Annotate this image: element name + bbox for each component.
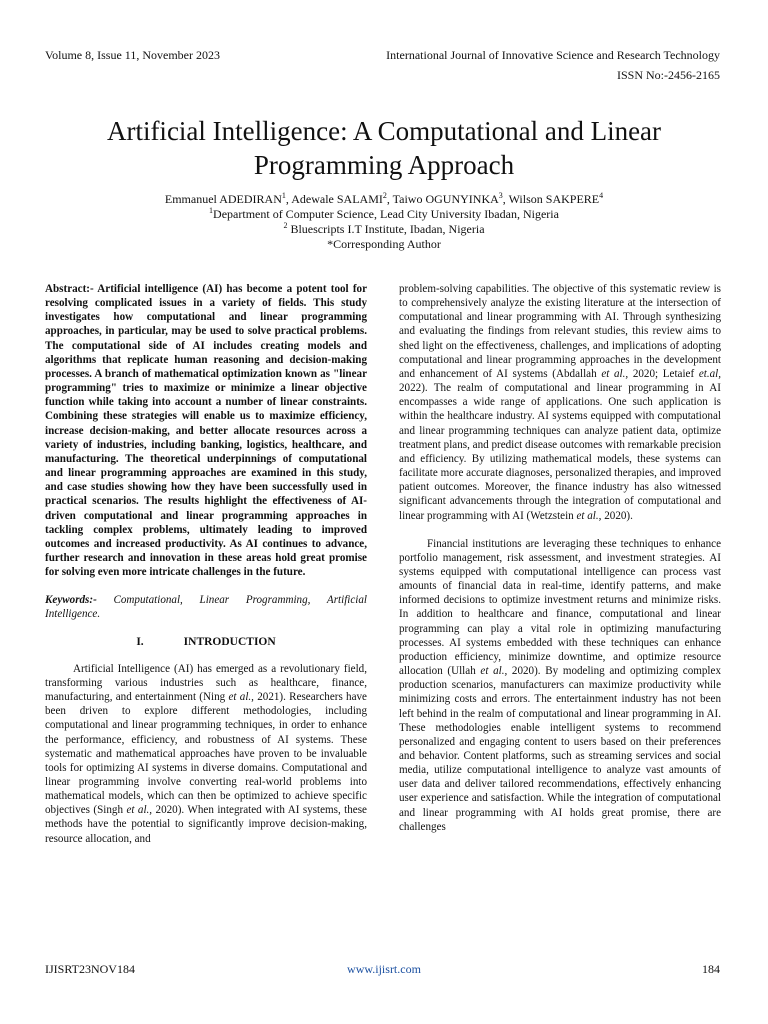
- header-journal: International Journal of Innovative Science and Research Technology: [386, 48, 720, 62]
- right-column: [399, 282, 721, 834]
- author-1-sup: 1: [281, 191, 286, 200]
- left-column: [45, 282, 367, 846]
- right2-citation-1: et al.,: [480, 665, 508, 678]
- author-1: Emmanuel ADEDIRAN: [164, 192, 282, 206]
- paper-title: Artificial Intelligence: A Computational and Linear Programming Approach: [106, 116, 662, 181]
- intro-citation-1: et al.,: [228, 691, 254, 704]
- right-text-3: 2022). The realm of computational and linear programming in AI encompasses a wide range of applications. One such application is within the healthcare industry. AI systems equipped with computational and linear programming techniques can analyze patient data, optimize treatment plans, and predict disease outcomes with remarkable precision and efficiency. By utilizing mathematical models, these systems can facilitate more accurate diagnoses, personalized therapies, and improved patient outcomes. Moreover, the finance industry has also witnessed significant advancements through the integration of computational and linear programming with AI (Wetzstein: [399, 382, 721, 522]
- affiliation-2-text: Bluescripts I.T Institute, Ibadan, Nigeria: [287, 222, 485, 236]
- right-text-2: 2020; Letaief: [628, 367, 699, 380]
- author-3-sup: 3: [498, 191, 503, 200]
- right-citation-3: et al.,: [576, 509, 602, 522]
- abstract: Abstract:- Artificial intelligence (AI) has become a potent tool for resolving complicated issues in a variety of fields. This study investigates how computational and linear programming approaches, in particular, may be used to solve practical problems. The computational side of AI includes creating models and algorithms that replicate human reasoning and decision-making processes. A branch of mathematical optimization known as "linear programming" tries to maximize or minimize a linear objective function while taking into account a number of linear constraints. Combining these strategies will enable us to maximize efficiency, increase decision-making, and better allocate resources across a variety of industries, including banking, logistics, healthcare, and manufacturing. The theoretical underpinnings of computational and linear programming approaches are examined in this study, and case studies showing how they have been successfully used in practical scenarios. The results highlight the effectiveness of AI-driven computational and linear programming approaches in tackling complex problems, ultimately leading to improved outcomes and increased productivity. As AI continues to advance, further research and innovation in these areas hold great promise for solving even more intricate challenges in the future.: [45, 283, 367, 579]
- footer-url-link[interactable]: www.ijisrt.com: [347, 962, 421, 976]
- intro-paragraph-3: [399, 537, 721, 834]
- right-text-1: problem-solving capabilities. The objective of this systematic review is to comprehensively analyze the existing literature at the intersection of computational and linear programming with AI. Through synthesizing and evaluating the findings from relevant studies, this review aims to shed light on the effectiveness, challenges, and implications of adopting computational and linear programming approaches in the development and enhancement of AI systems (Abdallah: [399, 283, 721, 380]
- affiliation-1-text: Department of Computer Science, Lead City University Ibadan, Nigeria: [213, 207, 559, 221]
- intro-text-2: 2021). Researchers have been driven to explore different methodologies, including computational and linear programming techniques, in order to enhance the performance, efficiency, and robustness of AI systems. These systematic and mathematical approaches have proven to be invaluable tools for optimizing AI systems in diverse domains. Computational and linear programming involve converting real-world problems into mathematical models, which can then be optimized to achieve specific objectives (Singh: [45, 691, 367, 817]
- affiliation-1: [40, 207, 728, 222]
- section-number: I.: [136, 635, 144, 648]
- right2-text-1: Financial institutions are leveraging these techniques to enhance portfolio management, risk assessment, and investment strategies. AI systems equipped with computational intelligence can process vast amounts of financial data in real-time, identify patterns, and make informed decisions to optimize investment returns and minimize risks. In addition to healthcare and finance, computational and linear programming can play a vital role in optimizing manufacturing processes. AI systems embedded with these techniques can enhance production efficiency, minimize downtime, and optimize resource allocation (Ullah: [399, 537, 721, 678]
- intro-paragraph-2: [399, 282, 721, 523]
- author-2-sup: 2: [382, 191, 387, 200]
- keywords-text: Computational, Linear Programming, Artificial Intelligence.: [45, 594, 367, 621]
- intro-citation-2: et al.,: [126, 804, 153, 817]
- intro-text-3: 2020). When integrated with AI systems, these methods have the potential to significantly improve decision-making, resource allocation, and: [45, 804, 367, 845]
- author-2: , Adewale SALAMI: [285, 192, 383, 206]
- affiliation-2: [40, 222, 728, 237]
- keywords: [45, 593, 367, 621]
- author-4: , Wilson SAKPERE: [502, 192, 600, 206]
- intro-text-1: Artificial Intelligence (AI) has emerged as a revolutionary field, transforming various industries such as healthcare, finance, manufacturing, and entertainment (Ning: [45, 662, 367, 704]
- section-heading: [45, 635, 367, 649]
- page-number: 184: [702, 962, 720, 976]
- author-4-sup: 4: [599, 191, 604, 200]
- keywords-label: Keywords:-: [45, 594, 97, 607]
- right2-text-2: 2020). By modeling and optimizing complex production scenarios, manufacturers can maximize productivity while minimizing costs and errors. The entertainment industry has not been left behind in the realm of computational and linear programming in AI. These methodologies enable intelligent systems to recommend personalized and engaging content to users based on their preferences and behavior. Content platforms, such as streaming services and social media, utilize computational intelligence to analyze vast amounts of user data and deliver tailored recommendations, effectively enhancing user experience and satisfaction. While the integration of computational and linear programming with AI holds great promise, there are challenges: [399, 665, 721, 833]
- corresponding-author: *Corresponding Author: [327, 237, 441, 251]
- right-text-4: 2020).: [601, 509, 633, 522]
- intro-paragraph-1: [45, 662, 367, 846]
- footer-code: IJISRT23NOV184: [45, 962, 135, 976]
- author-3: , Taiwo OGUNYINKA: [386, 192, 499, 206]
- affiliation-1-sup: 1: [209, 206, 214, 215]
- section-title: INTRODUCTION: [183, 635, 276, 648]
- author-block: [40, 192, 728, 252]
- right-citation-1: et al.,: [601, 367, 629, 380]
- header-volume: Volume 8, Issue 11, November 2023: [45, 48, 220, 62]
- author-list: [40, 192, 728, 207]
- affiliation-2-sup: 2: [283, 221, 288, 230]
- header-issn: ISSN No:-2456-2165: [616, 68, 720, 82]
- right-citation-2: et.al,: [698, 367, 721, 380]
